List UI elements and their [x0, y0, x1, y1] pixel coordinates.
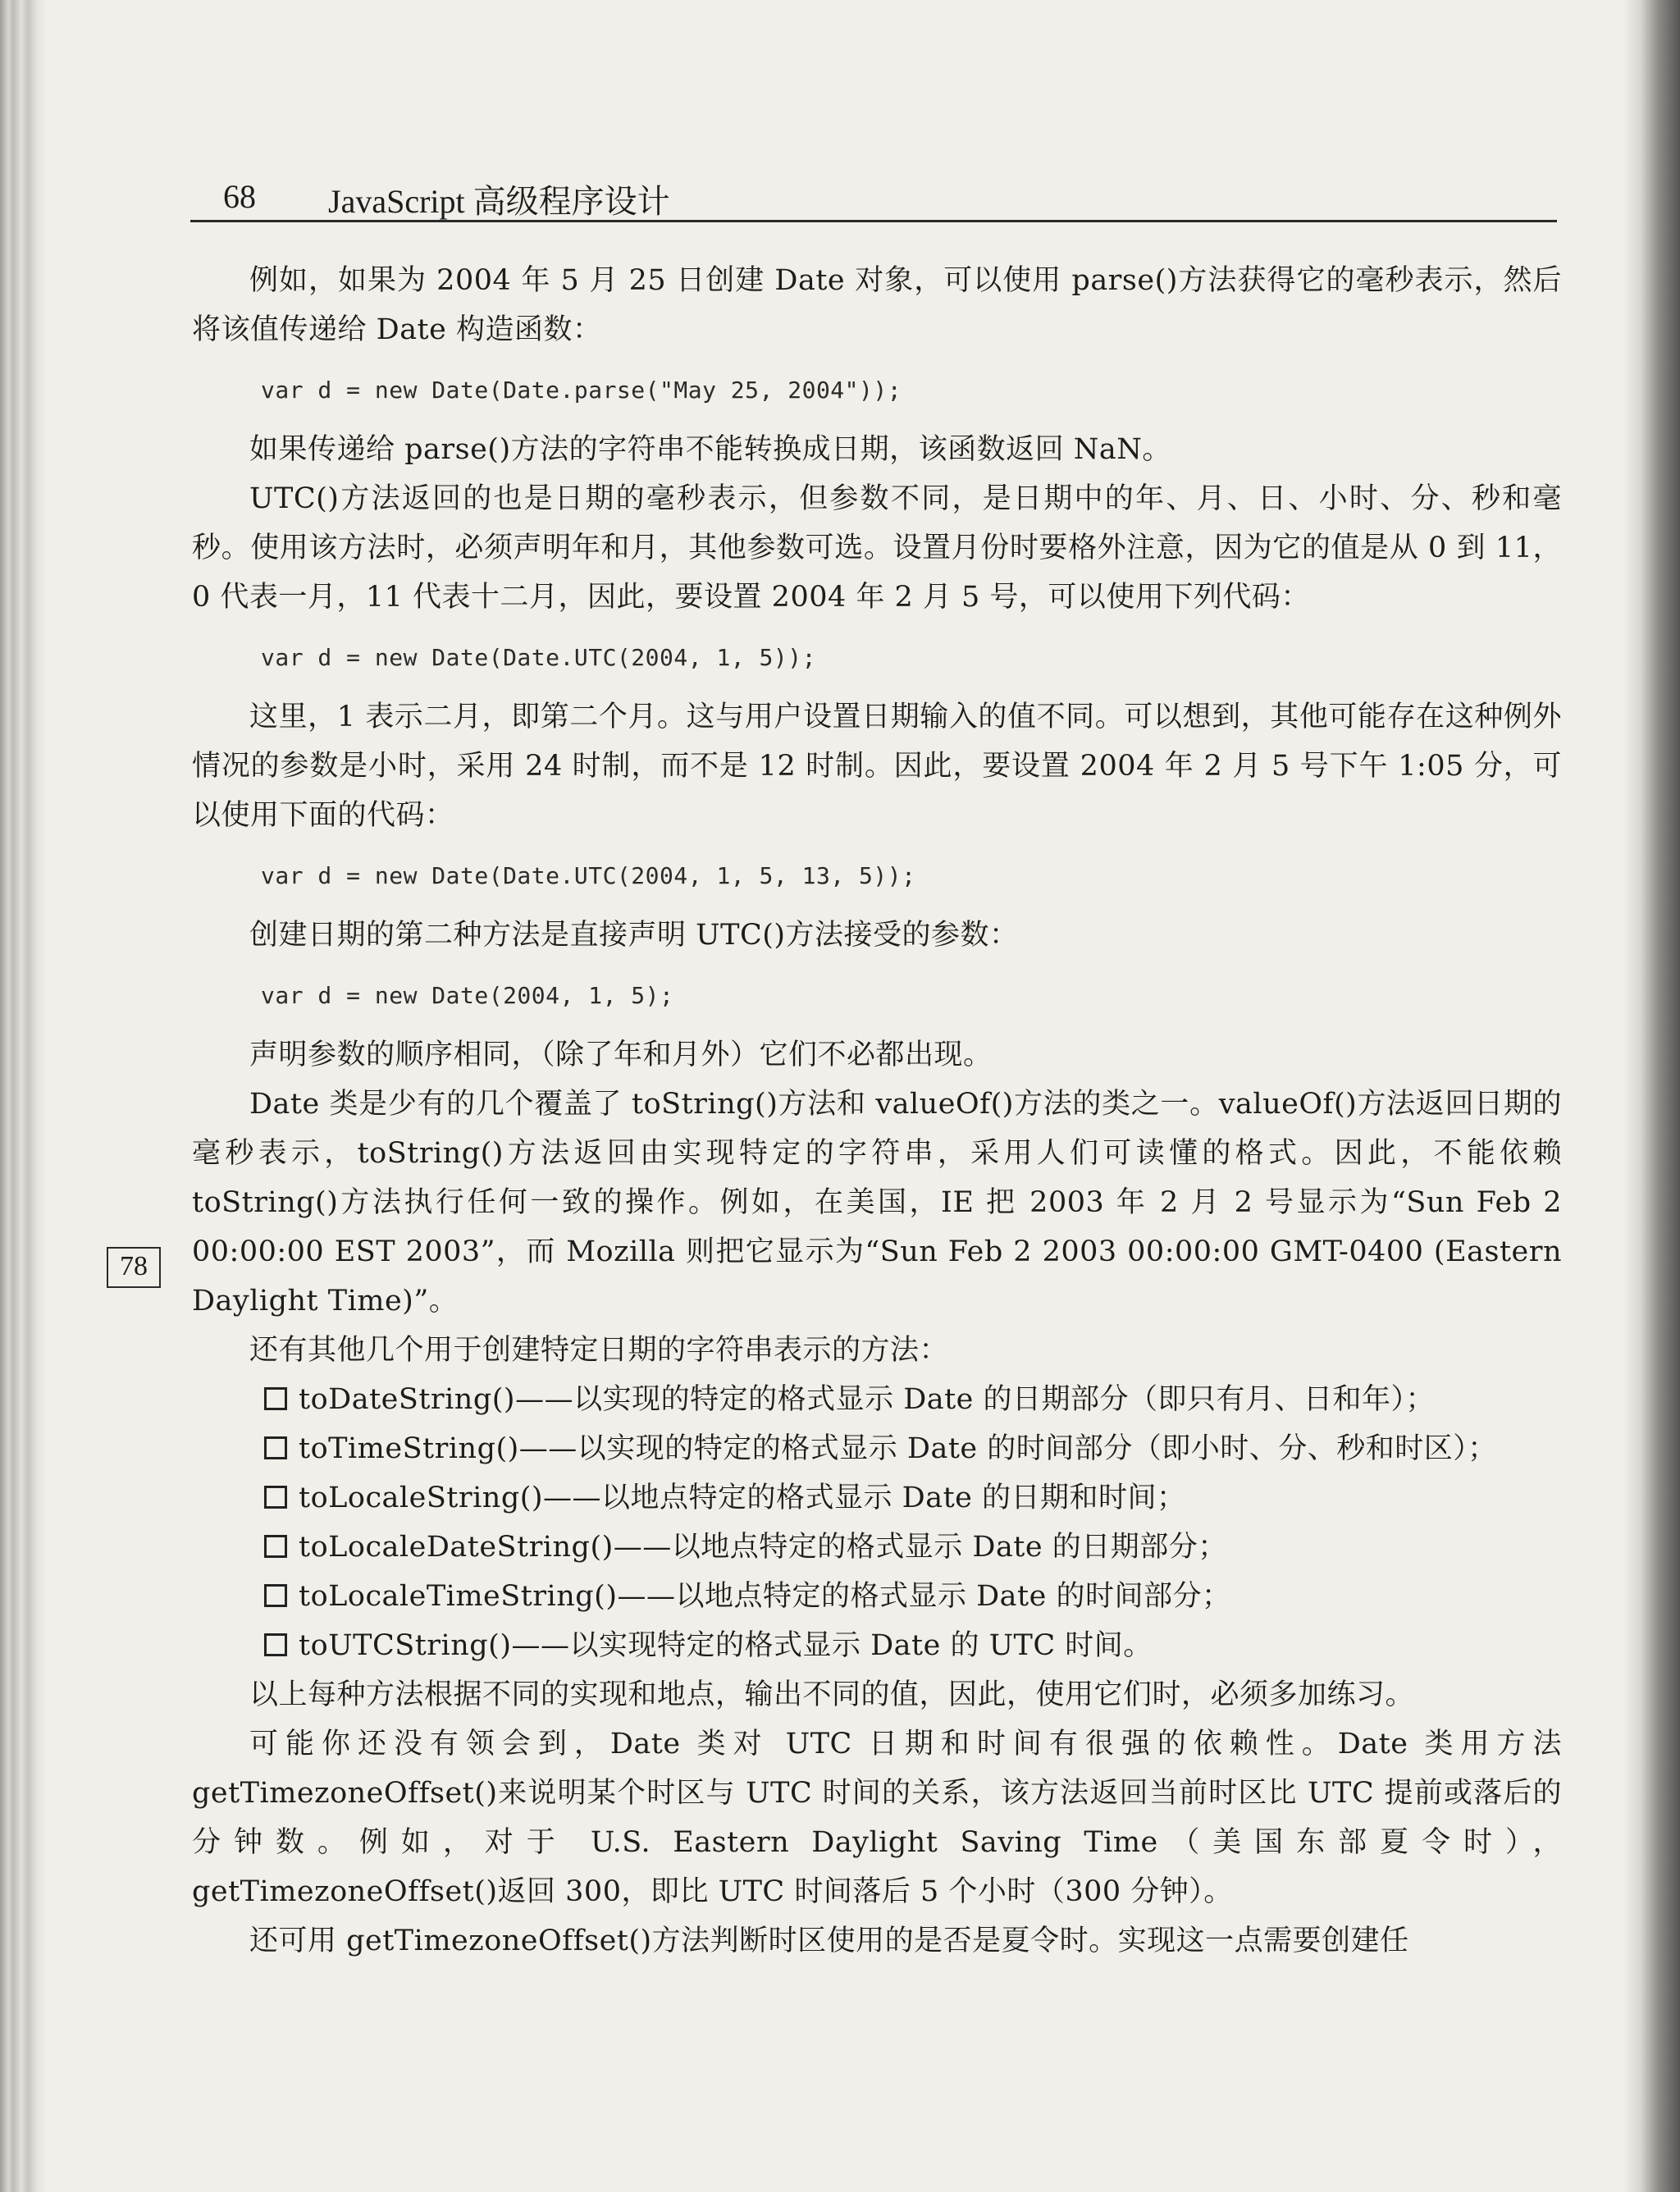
- page-header: [190, 171, 1557, 222]
- paragraph: 如果传递给 parse()方法的字符串不能转换成日期，该函数返回 NaN。: [249, 433, 1171, 466]
- page-number: 68: [223, 178, 256, 215]
- list-item: toLocaleString()——以地点特定的格式显示 Date 的日期和时间；: [264, 1473, 1562, 1523]
- paragraph: 声明参数的顺序相同，（除了年和月外）它们不必都出现。: [249, 1039, 993, 1071]
- list-item: toLocaleTimeString()——以地点特定的格式显示 Date 的时间部分；: [264, 1572, 1562, 1621]
- paragraph: 这里，1 表示二月，即第二个月。这与用户设置日期输入的值不同。可以想到，其他可能存在这种例外情况的参数是小时，采用 24 时制，而不是 12 时制。因此，要设置 2004 年 2 月 5 号下午 1:05 分，可以使用下面的代码：: [192, 701, 1562, 832]
- paragraph: 还可用 getTimezoneOffset()方法判断时区使用的是否是夏令时。实现这一点需要创建任: [249, 1925, 1409, 1957]
- paragraph: Date 类是少有的几个覆盖了 toString()方法和 valueOf()方法的类之一。valueOf()方法返回日期的毫秒表示，toString()方法返回由实现特定的字符串，采用人们可读懂的格式。因此，不能依赖 toString()方法执行任何一致的操作。例如，在美国，IE 把 2003 年 2 月 2 号显示为“Sun Feb 2 00:00:00 EST 2003”，而 Mozilla 则把它显示为“Sun Feb 2 2003 00:00:00 GMT-0400 (Eastern Daylight Time)”。: [192, 1088, 1562, 1317]
- list-item: toLocaleDateString()——以地点特定的格式显示 Date 的日期部分；: [264, 1523, 1562, 1572]
- list-item: toUTCString()——以实现特定的格式显示 Date 的 UTC 时间。: [264, 1621, 1562, 1670]
- code-line: var d = new Date(Date.UTC(2004, 1, 5));: [261, 644, 816, 671]
- paragraph: 还有其他几个用于创建特定日期的字符串表示的方法：: [249, 1334, 949, 1367]
- paragraph: 创建日期的第二种方法是直接声明 UTC()方法接受的参数：: [249, 919, 1019, 952]
- list-item: toDateString()——以实现的特定的格式显示 Date 的日期部分（即只有月、日和年）；: [264, 1375, 1562, 1424]
- paragraph: 例如，如果为 2004 年 5 月 25 日创建 Date 对象，可以使用 parse()方法获得它的毫秒表示，然后将该值传递给 Date 构造函数：: [192, 264, 1562, 346]
- method-list: [192, 1375, 1562, 1670]
- list-item: toTimeString()——以实现的特定的格式显示 Date 的时间部分（即小时、分、秒和时区）；: [264, 1424, 1562, 1473]
- paragraph: UTC()方法返回的也是日期的毫秒表示，但参数不同，是日期中的年、月、日、小时、分、秒和毫秒。使用该方法时，必须声明年和月，其他参数可选。设置月份时要格外注意，因为它的值是从 0 到 11，0 代表一月，11 代表十二月，因此，要设置 2004 年 2 月 5 号，可以使用下列代码：: [192, 482, 1562, 614]
- body-text: [192, 256, 1562, 1966]
- paragraph: 可能你还没有领会到，Date 类对 UTC 日期和时间有很强的依赖性。Date 类用方法 getTimezoneOffset()来说明某个时区与 UTC 时间的关系，该方法返回当前时区比 UTC 提前或落后的分钟数。例如，对于 U.S. Eastern Daylight Saving Time（美国东部夏令时），getTimezoneOffset()返回 300，即比 UTC 时间落后 5 个小时（300 分钟）。: [192, 1728, 1562, 1908]
- paragraph: 以上每种方法根据不同的实现和地点，输出不同的值，因此，使用它们时，必须多加练习。: [249, 1678, 1415, 1711]
- original-page-reference: 78: [107, 1247, 161, 1288]
- code-line: var d = new Date(Date.parse("May 25, 2004"));: [261, 377, 902, 404]
- code-line: var d = new Date(Date.UTC(2004, 1, 5, 13, 5));: [261, 862, 916, 889]
- code-line: var d = new Date(2004, 1, 5);: [261, 982, 674, 1009]
- running-title: JavaScript 高级程序设计: [328, 183, 670, 220]
